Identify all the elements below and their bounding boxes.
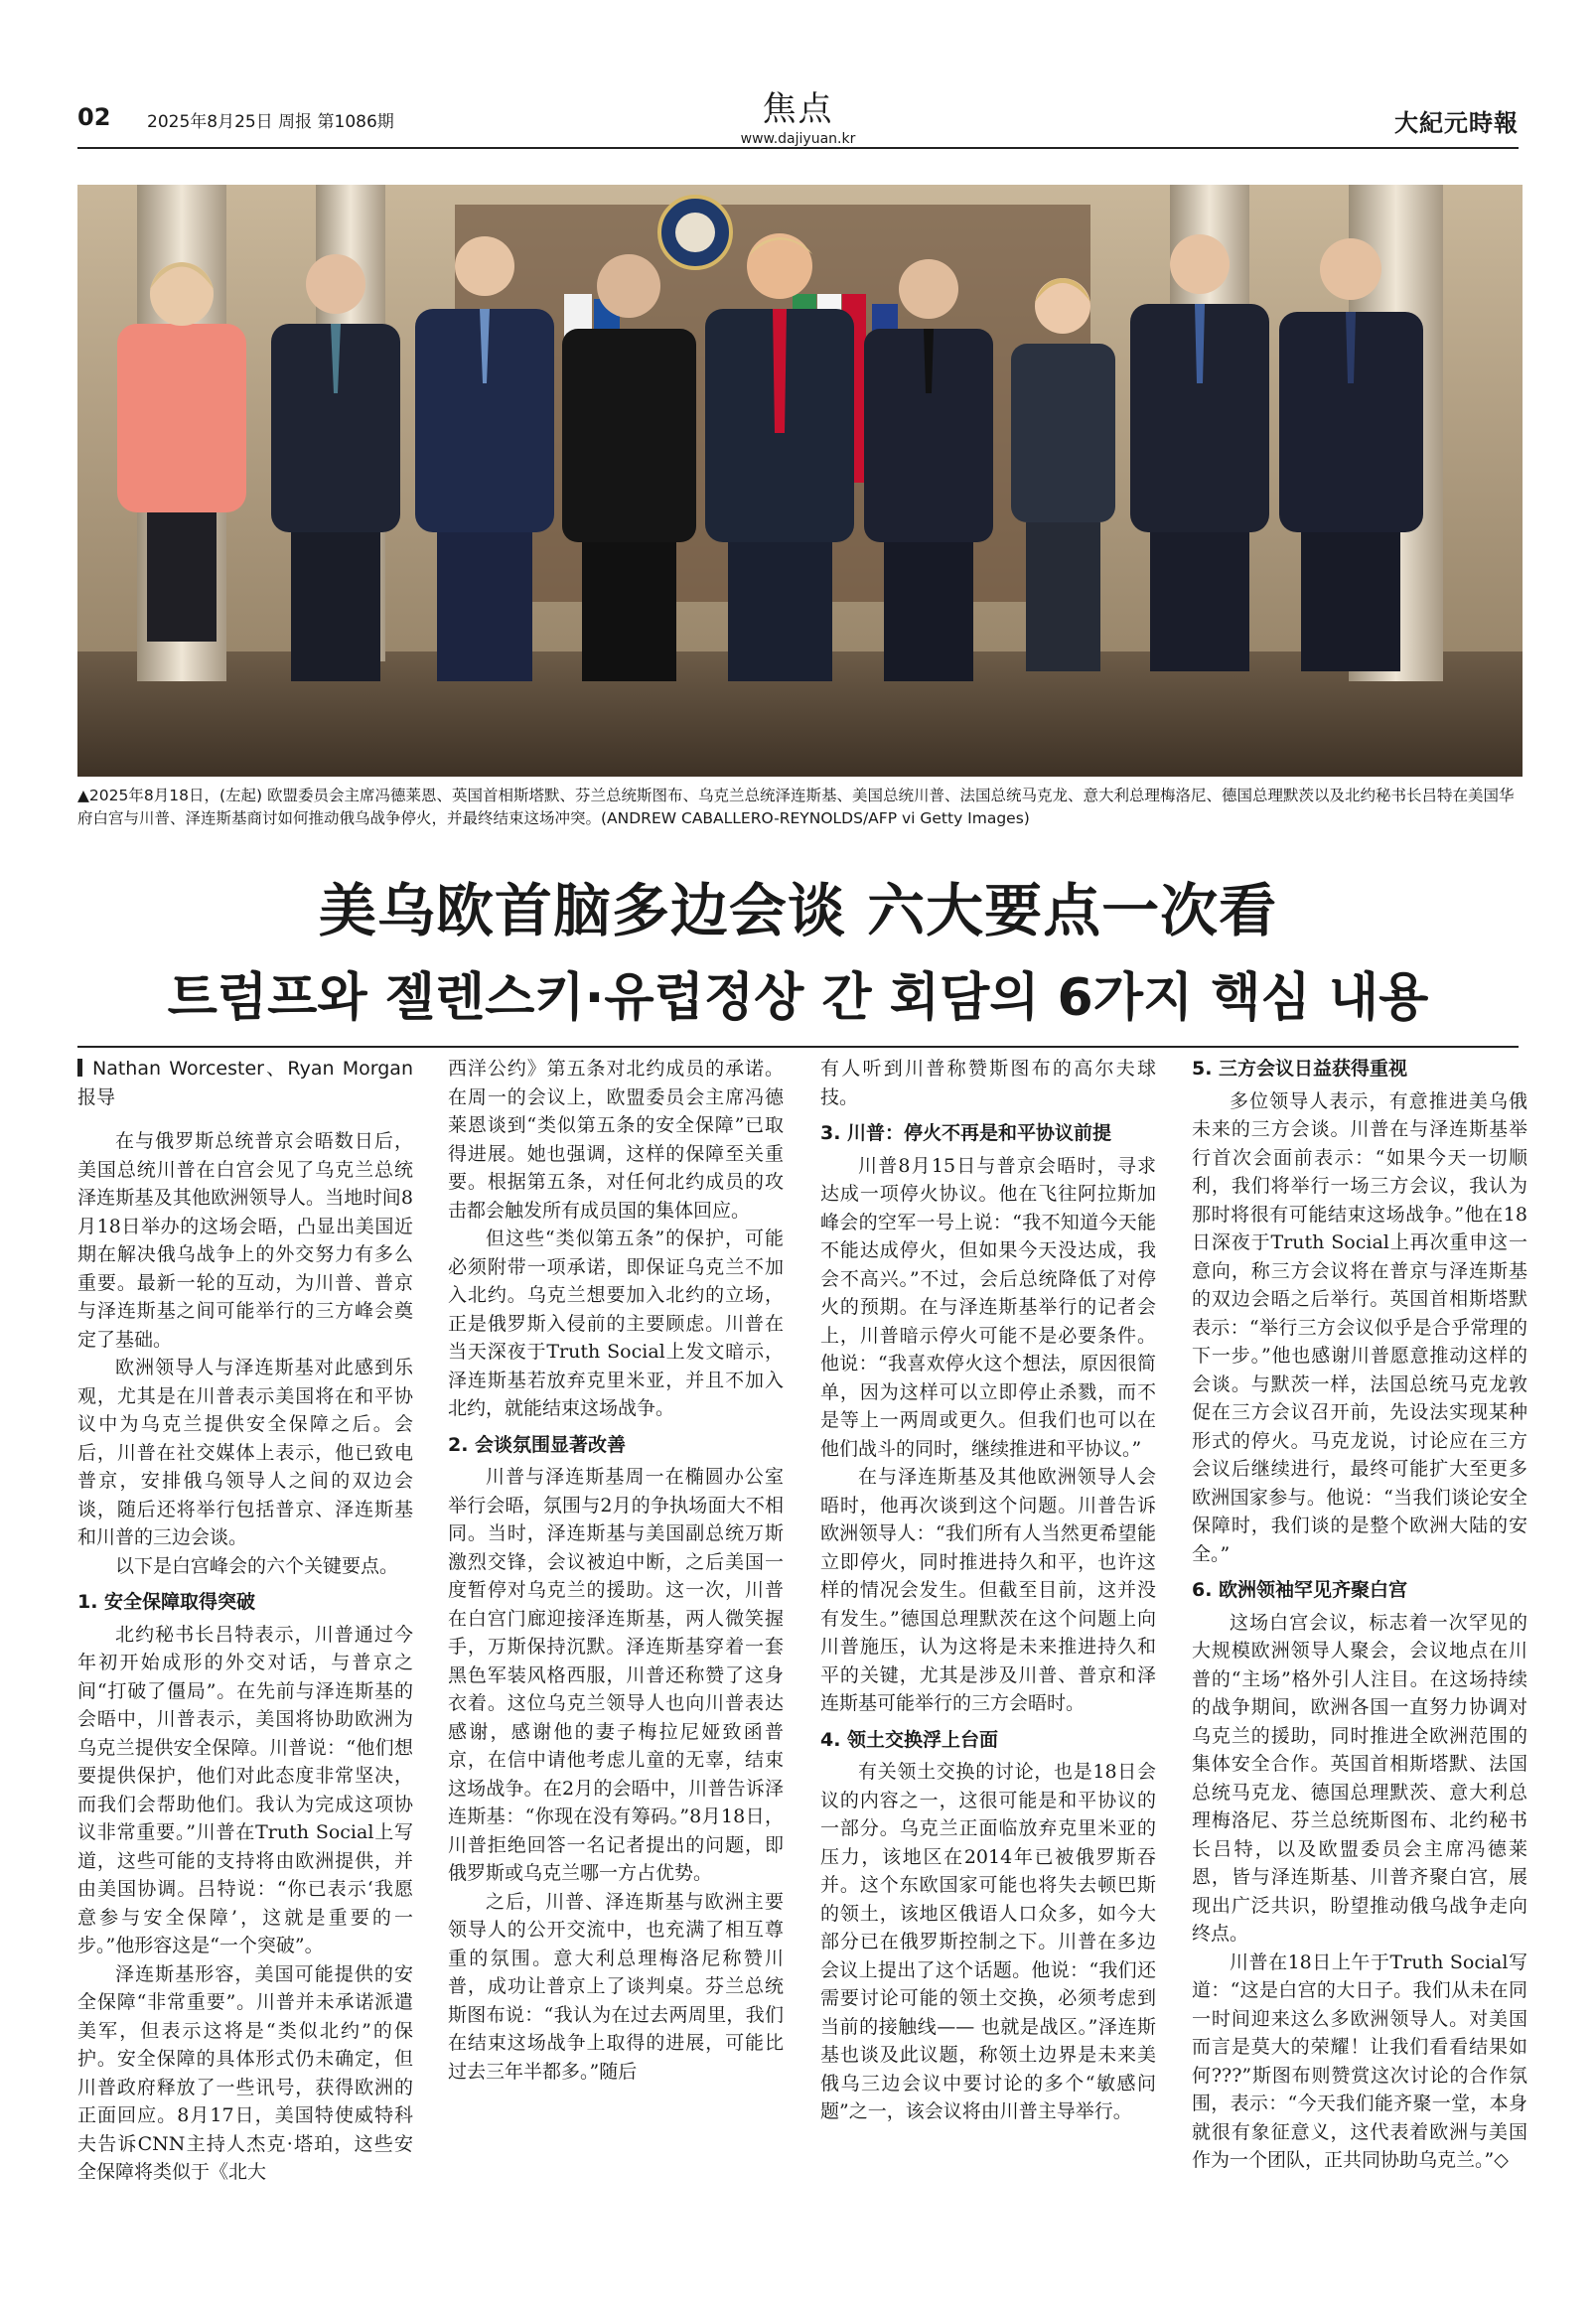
subheading-3: 3. 川普：停火不再是和平协议前提 [820,1122,1112,1144]
paragraph: 在与俄罗斯总统普京会晤数日后，美国总统川普在白宫会见了乌克兰总统泽连斯基及其他欧洲领导人。当地时间8月18日举办的这场会晤，凸显出美国近期在解决俄乌战争上的外交努力有多么重要。最新一轮的互动，为川普、普京与泽连斯基之间可能举行的三方峰会奠定了基础。 [77,1130,413,1351]
article-column-3 [820,1055,1156,2126]
page-header [77,70,1519,149]
headline-korean: 트럼프와 젤렌스키·유럽정상 간 회담의 6가지 핵심 내용 [167,968,1429,1028]
paragraph: 这场白宫会议，标志着一次罕见的大规模欧洲领导人聚会，会议地点在川普的“主场”格外引人注目。在这场持续的战争期间，欧洲各国一直努力协调对乌克兰的援助，同时推进全欧洲范围的集体安全合作。英国首相斯塔默、法国总统马克龙、德国总理默茨、意大利总理梅洛尼、芬兰总统斯图布、北约秘书长吕特，以及欧盟委员会主席冯德莱恩，皆与泽连斯基、川普齐聚白宫，展现出广泛共识，盼望推动俄乌战争走向终点。 [1192,1611,1527,1945]
paragraph: 在与泽连斯基及其他欧洲领导人会晤时，他再次谈到这个问题。川普告诉欧洲领导人：“我们所有人当然更希望能立即停火，同时推进持久和平，也许这样的情况会发生。但截至目前，这并没有发生。”德国总理默茨在这个问题上向川普施压，认为这将是未来推进持久和平的关键，尤其是涉及川普、普京和泽连斯基可能举行的三方会晤时。 [820,1466,1156,1714]
photo-illustration [77,185,1523,777]
paragraph: 川普在18日上午于Truth Social写道：“这是白宫的大日子。我们从未在同一时间迎来这么多欧洲领导人。对美国而言是莫大的荣耀！让我们看看结果如何???”斯图布则赞赏这次讨论的合作氛围，表示：“今天我们能齐聚一堂，本身就很有象征意义，这代表着欧洲与美国作为一个团队，正共同协助乌克兰。”◇ [1192,1950,1527,2171]
paragraph: 但这些“类似第五条”的保护，可能必须附带一项承诺，即保证乌克兰不加入北约。乌克兰想要加入北约的立场，正是俄罗斯入侵前的主要顾虑。川普在当天深夜于Truth Social上发文暗示，泽连斯基若放弃克里米亚，并且不加入北约，就能结束这场战争。 [448,1228,784,1419]
newspaper-logo: 大紀元時報 [1394,108,1519,137]
paragraph: 北约秘书长吕特表示，川普通过今年初开始成形的外交对话，与普京之间“打破了僵局”。在先前与泽连斯基的会晤中，川普表示，美国将协助欧洲为乌克兰提供安全保障。川普说：“他们想要提供保护，他们对此态度非常坚决，而我们会帮助他们。我认为完成这项协议非常重要。”川普在Truth Social上写道，这些可能的支持将由欧洲提供，并由美国协调。吕特说：“你已表示‘我愿意参与安全保障’，这就是重要的一步。”他形容这是“一个突破”。 [77,1623,413,1956]
presidential-seal [659,197,731,268]
article-column-1 [77,1055,413,2187]
paragraph: 有人听到川普称赞斯图布的高尔夫球技。 [820,1058,1156,1108]
paragraph: 川普8月15日与普京会晤时，寻求达成一项停火协议。他在飞往阿拉斯加峰会的空军一号上说：“我不知道今天能不能达成停火，但如果今天没达成，我会不高兴。”不过，会后总统降低了对停火的预期。在与泽连斯基举行的记者会上，川普暗示停火可能不是必要条件。他说：“我喜欢停火这个想法，原因很简单，因为这样可以立即停止杀戮，而不是等上一两周或更久。但我们也可以在他们战斗的同时，继续推进和平协议。” [820,1154,1156,1460]
subheading-6: 6. 欧洲领袖罕见齐聚白宫 [1192,1579,1408,1601]
website-link[interactable]: www.dajiyuan.kr [740,131,856,147]
byline-marker [77,1059,82,1077]
paragraph: 以下是白宫峰会的六个关键要点。 [115,1554,399,1577]
article-column-2 [448,1055,784,2086]
headline-chinese: 美乌欧首脑多边会谈 六大要点一次看 [318,877,1278,944]
subheading-5: 5. 三方会议日益获得重视 [1192,1058,1408,1080]
subheading-1: 1. 安全保障取得突破 [77,1591,256,1613]
issue-dateline: 2025年8月25日 周报 第1086期 [147,112,394,132]
header-rule [77,147,1519,149]
paragraph: 欧洲领导人与泽连斯基对此感到乐观，尤其是在川普表示美国将在和平协议中为乌克兰提供安全保障之后。会后，川普在社交媒体上表示，他已致电普京，安排俄乌领导人之间的双边会谈，随后还将举行包括普京、泽连斯基和川普的三边会谈。 [77,1357,413,1548]
byline [77,1055,413,1111]
paragraph: 有关领土交换的讨论，也是18日会议的内容之一，这很可能是和平协议的一部分。乌克兰正面临放弃克里米亚的压力，该地区在2014年已被俄罗斯吞并。这个东欧国家可能也将失去顿巴斯的领土，该地区俄语人口众多，如今大部分已在俄罗斯控制之下。川普在多边会议上提出了这个话题。他说：“我们还需要讨论可能的领土交换，必须考虑到当前的接触线—— 也就是战区。”泽连斯基也谈及此议题，称领土边界是未来美俄乌三边会议中要讨论的多个“敏感问题”之一，该会议将由川普主导举行。 [820,1761,1156,2122]
page-number: 02 [77,103,111,131]
paragraph: 川普与泽连斯基周一在椭圆办公室举行会晤，氛围与2月的争执场面大不相同。当时，泽连斯基与美国副总统万斯激烈交锋，会议被迫中断，之后美国一度暂停对乌克兰的援助。这一次，川普在白宫门廊迎接泽连斯基，两人微笑握手，万斯保持沉默。泽连斯基穿着一套黑色军装风格西服，川普还称赞了这身衣着。这位乌克兰领导人也向川普表达感谢，感谢他的妻子梅拉尼娅致函普京，在信中请他考虑儿童的无辜，结束这场战争。在2月的会晤中，川普告诉泽连斯基：“你现在没有筹码。”8月18日，川普拒绝回答一名记者提出的问题，即俄罗斯或乌克兰哪一方占优势。 [448,1466,784,1884]
byline-text: Nathan Worcester、Ryan Morgan报导 [77,1058,413,1108]
headline-rule [77,1046,1519,1048]
photo-caption: ▲2025年8月18日，(左起) 欧盟委员会主席冯德莱恩、英国首相斯塔默、芬兰总统斯图布、乌克兰总统泽连斯基、美国总统川普、法国总统马克龙、意大利总理梅洛尼、德国总理默茨以及北约秘书长吕特在美国华府白宫与川普、泽连斯基商讨如何推动俄乌战争停火，并最终结束这场冲突。(ANDREW CABALLERO-REYNOLDS/AFP vi Getty Images) [77,787,1515,827]
paragraph: 西洋公约》第五条对北约成员的承诺。在周一的会议上，欧盟委员会主席冯德莱恩谈到“类似第五条的安全保障”已取得进展。她也强调，这样的保障至关重要。根据第五条，对任何北约成员的攻击都会触发所有成员国的集体回应。 [448,1058,784,1222]
subheading-2: 2. 会谈氛围显著改善 [448,1433,627,1456]
paragraph: 泽连斯基形容，美国可能提供的安全保障“非常重要”。川普并未承诺派遣美军，但表示这将是“类似北约”的保护。安全保障的具体形式仍未确定，但川普政府释放了一些讯号，获得欧洲的正面回应。8月17日，美国特使威特科夫告诉CNN主持人杰克·塔珀，这些安全保障将类似于《北大 [77,1962,413,2183]
paragraph: 多位领导人表示，有意推进美乌俄未来的三方会谈。川普在与泽连斯基举行首次会面前表示：“如果今天一切顺利，我们将举行一场三方会议，我认为那时将很有可能结束这场战争。”他在18日深夜于Truth Social上再次重申这一意向，称三方会议将在普京与泽连斯基的双边会晤之后举行。英国首相斯塔默表示：“举行三方会议似乎是合乎常理的下一步。”他也感谢川普愿意推动这样的会谈。与默茨一样，法国总统马克龙敦促在三方会议召开前，先设法实现某种形式的停火。马克龙说，讨论应在三方会议后继续进行，最终可能扩大至更多欧洲国家参与。他说：“当我们谈论安全保障时，我们谈的是整个欧洲大陆的安全。” [1192,1089,1527,1565]
paragraph: 之后，川普、泽连斯基与欧洲主要领导人的公开交流中，也充满了相互尊重的氛围。意大利总理梅洛尼称赞川普，成功让普京上了谈判桌。芬兰总统斯图布说：“我认为在过去两周里，我们在结束这场战争上取得的进展，可能比过去三年半都多。”随后 [448,1890,784,2083]
section-title: 焦点 [762,89,834,129]
article-column-4 [1192,1055,1527,2175]
lead-photo [77,185,1523,777]
subheading-4: 4. 领土交换浮上台面 [820,1728,999,1751]
